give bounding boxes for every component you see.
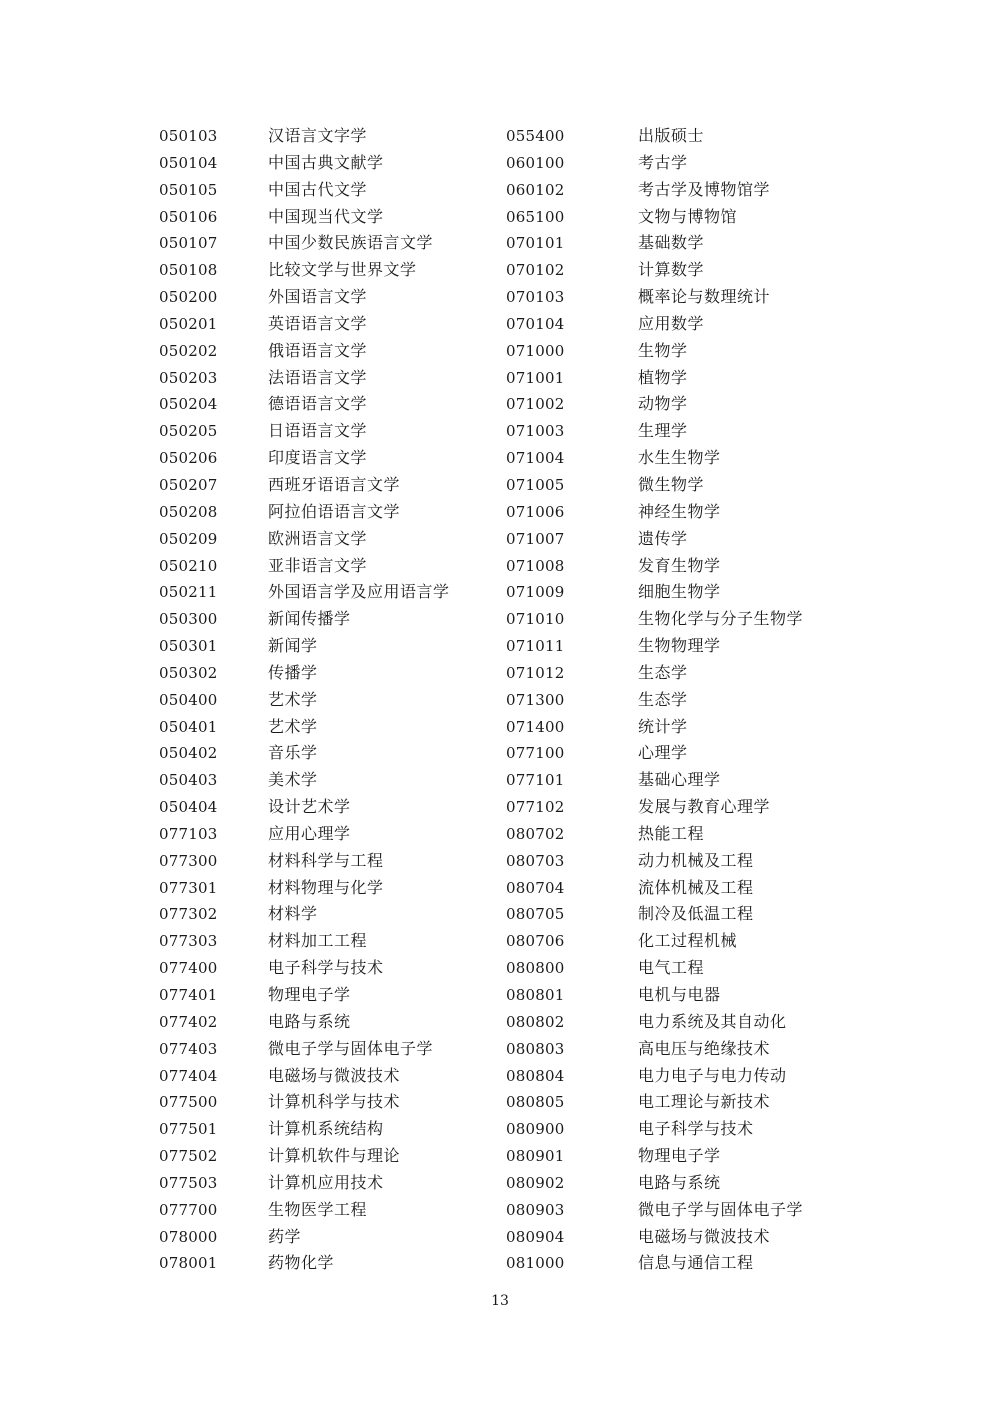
table-row xyxy=(0,982,1000,1009)
right-name: 化工过程机械 xyxy=(638,931,738,951)
right-name: 流体机械及工程 xyxy=(638,877,754,897)
table-row xyxy=(0,472,1000,499)
right-name: 电力电子与电力传动 xyxy=(638,1065,787,1085)
table-row xyxy=(0,1197,1000,1224)
left-code: 050210 xyxy=(159,556,218,575)
left-name: 物理电子学 xyxy=(268,985,351,1004)
right-name: 发展与教育心理学 xyxy=(638,797,771,817)
right-code: 077102 xyxy=(506,798,565,817)
left-name: 材料物理与化学 xyxy=(268,877,384,897)
left-code: 050200 xyxy=(159,288,218,307)
right-code: 060102 xyxy=(506,180,565,199)
right-name: 信息与通信工程 xyxy=(638,1253,754,1273)
right-name: 考古学 xyxy=(638,152,688,172)
right-code: 071005 xyxy=(506,475,565,494)
left-code: 050204 xyxy=(159,395,218,414)
table-row xyxy=(0,230,1000,257)
left-name: 日语语言文学 xyxy=(268,421,368,441)
right-name: 制冷及低温工程 xyxy=(638,904,754,924)
left-name: 外国语言文学 xyxy=(268,287,368,307)
left-name: 俄语语言文学 xyxy=(268,340,368,360)
right-code: 080801 xyxy=(506,986,565,1004)
left-code: 050404 xyxy=(159,798,218,817)
right-name: 电子科学与技术 xyxy=(638,1119,754,1139)
right-name: 电力系统及其自动化 xyxy=(638,1011,787,1031)
left-name: 药学 xyxy=(268,1226,302,1246)
left-name: 新闻传播学 xyxy=(268,609,351,629)
right-name: 电气工程 xyxy=(638,958,705,978)
right-code: 080904 xyxy=(506,1227,565,1246)
left-name: 计算机系统结构 xyxy=(268,1119,384,1139)
left-name: 计算机科学与技术 xyxy=(268,1092,401,1112)
left-name: 中国现当代文学 xyxy=(268,206,384,226)
right-name: 神经生物学 xyxy=(638,501,721,521)
left-name: 设计艺术学 xyxy=(268,797,351,817)
left-code: 077404 xyxy=(159,1066,218,1085)
right-code: 071011 xyxy=(506,637,565,656)
table-row xyxy=(0,1036,1000,1063)
left-name: 材料学 xyxy=(268,904,318,924)
right-code: 077101 xyxy=(506,771,565,790)
right-code: 077100 xyxy=(506,744,565,763)
left-name: 电磁场与微波技术 xyxy=(268,1065,401,1085)
right-code: 071004 xyxy=(506,449,565,468)
left-code: 078001 xyxy=(159,1254,218,1273)
right-name: 物理电子学 xyxy=(638,1146,721,1166)
right-name: 出版硕士 xyxy=(638,126,705,145)
right-name: 生理学 xyxy=(638,421,688,441)
left-code: 050402 xyxy=(159,744,218,763)
right-code: 080901 xyxy=(506,1147,565,1166)
right-name: 动力机械及工程 xyxy=(638,850,754,870)
right-name: 动物学 xyxy=(638,394,688,414)
left-code: 077401 xyxy=(159,986,218,1004)
table-row xyxy=(0,445,1000,472)
left-name: 中国古代文学 xyxy=(268,179,368,199)
right-code: 070101 xyxy=(506,234,565,253)
left-name: 西班牙语语言文学 xyxy=(268,474,401,494)
left-name: 汉语言文字学 xyxy=(268,126,368,145)
table-row xyxy=(0,150,1000,177)
right-code: 080802 xyxy=(506,1012,565,1031)
left-name: 音乐学 xyxy=(268,743,318,763)
table-row xyxy=(0,1170,1000,1197)
left-name: 印度语言文学 xyxy=(268,448,368,468)
right-name: 电磁场与微波技术 xyxy=(638,1226,771,1246)
table-row xyxy=(0,1116,1000,1143)
table-row xyxy=(0,740,1000,767)
right-code: 071008 xyxy=(506,556,565,575)
table-row xyxy=(0,365,1000,392)
table-row xyxy=(0,606,1000,633)
left-code: 077502 xyxy=(159,1147,218,1166)
right-code: 071009 xyxy=(506,583,565,602)
right-name: 遗传学 xyxy=(638,528,688,548)
right-code: 071006 xyxy=(506,502,565,521)
left-code: 077500 xyxy=(159,1093,218,1112)
left-name: 艺术学 xyxy=(268,716,318,736)
table-row xyxy=(0,123,1000,150)
right-name: 基础心理学 xyxy=(638,770,721,790)
right-code: 060100 xyxy=(506,153,565,172)
left-code: 050208 xyxy=(159,502,218,521)
table-row xyxy=(0,714,1000,741)
left-name: 传播学 xyxy=(268,662,318,682)
left-code: 050300 xyxy=(159,610,218,629)
left-code: 050105 xyxy=(159,180,218,199)
right-name: 生态学 xyxy=(638,689,688,709)
right-code: 071001 xyxy=(506,368,565,387)
table-row xyxy=(0,553,1000,580)
right-name: 细胞生物学 xyxy=(638,582,721,602)
right-name: 电工理论与新技术 xyxy=(638,1092,771,1112)
left-code: 050403 xyxy=(159,771,218,790)
table-row xyxy=(0,311,1000,338)
discipline-code-list xyxy=(0,123,1000,1277)
left-name: 材料加工工程 xyxy=(268,931,368,951)
left-name: 电路与系统 xyxy=(268,1011,351,1031)
left-code: 050400 xyxy=(159,690,218,709)
right-code: 071000 xyxy=(506,341,565,360)
right-code: 080805 xyxy=(506,1093,565,1112)
right-code: 080702 xyxy=(506,824,565,843)
table-row xyxy=(0,767,1000,794)
table-row xyxy=(0,257,1000,284)
right-code: 071010 xyxy=(506,610,565,629)
table-row xyxy=(0,687,1000,714)
right-code: 080705 xyxy=(506,905,565,924)
left-name: 外国语言学及应用语言学 xyxy=(268,582,450,602)
left-code: 050107 xyxy=(159,234,218,253)
right-name: 统计学 xyxy=(638,716,688,736)
left-name: 电子科学与技术 xyxy=(268,958,384,978)
left-code: 077400 xyxy=(159,959,218,978)
left-code: 050201 xyxy=(159,314,218,333)
table-row xyxy=(0,1089,1000,1116)
table-row xyxy=(0,204,1000,231)
right-code: 081000 xyxy=(506,1254,565,1273)
right-name: 计算数学 xyxy=(638,260,705,280)
right-name: 生物物理学 xyxy=(638,636,721,656)
right-code: 080903 xyxy=(506,1200,565,1219)
page-number: 13 xyxy=(491,1293,509,1309)
left-code: 050205 xyxy=(159,422,218,441)
left-code: 050206 xyxy=(159,449,218,468)
right-code: 070103 xyxy=(506,288,565,307)
right-name: 水生生物学 xyxy=(638,448,721,468)
left-code: 050103 xyxy=(159,127,218,145)
left-code: 077303 xyxy=(159,932,218,951)
right-code: 080800 xyxy=(506,959,565,978)
right-code: 070104 xyxy=(506,314,565,333)
table-row xyxy=(0,418,1000,445)
left-name: 欧洲语言文学 xyxy=(268,528,368,548)
table-row xyxy=(0,821,1000,848)
right-code: 080902 xyxy=(506,1173,565,1192)
table-row xyxy=(0,1063,1000,1090)
left-code: 077300 xyxy=(159,851,218,870)
table-row xyxy=(0,579,1000,606)
right-code: 071012 xyxy=(506,663,565,682)
left-code: 077501 xyxy=(159,1120,218,1139)
table-row xyxy=(0,338,1000,365)
right-code: 071002 xyxy=(506,395,565,414)
right-name: 植物学 xyxy=(638,367,688,387)
left-code: 077103 xyxy=(159,824,218,843)
left-name: 材料科学与工程 xyxy=(268,850,384,870)
right-name: 考古学及博物馆学 xyxy=(638,179,771,199)
left-name: 英语语言文学 xyxy=(268,313,368,333)
left-code: 050302 xyxy=(159,663,218,682)
left-name: 新闻学 xyxy=(268,636,318,656)
table-row xyxy=(0,875,1000,902)
right-code: 080703 xyxy=(506,851,565,870)
left-code: 050301 xyxy=(159,637,218,656)
left-name: 计算机软件与理论 xyxy=(268,1146,401,1166)
table-row xyxy=(0,794,1000,821)
right-name: 高电压与绝缘技术 xyxy=(638,1038,771,1058)
left-code: 050207 xyxy=(159,475,218,494)
right-name: 微电子学与固体电子学 xyxy=(638,1199,804,1219)
right-code: 080900 xyxy=(506,1120,565,1139)
table-row xyxy=(0,928,1000,955)
left-name: 中国古典文献学 xyxy=(268,152,384,172)
right-code: 080804 xyxy=(506,1066,565,1085)
right-code: 071400 xyxy=(506,717,565,736)
left-code: 050106 xyxy=(159,207,218,226)
left-code: 050104 xyxy=(159,153,218,172)
right-name: 应用数学 xyxy=(638,313,705,333)
right-name: 热能工程 xyxy=(638,823,705,843)
left-code: 050108 xyxy=(159,261,218,280)
left-name: 法语语言文学 xyxy=(268,367,368,387)
right-name: 概率论与数理统计 xyxy=(638,287,771,307)
left-code: 078000 xyxy=(159,1227,218,1246)
right-code: 071300 xyxy=(506,690,565,709)
right-code: 071007 xyxy=(506,529,565,548)
left-name: 比较文学与世界文学 xyxy=(268,260,417,280)
right-name: 生物学 xyxy=(638,340,688,360)
right-code: 080803 xyxy=(506,1039,565,1058)
table-row xyxy=(0,391,1000,418)
right-name: 微生物学 xyxy=(638,474,705,494)
right-name: 文物与博物馆 xyxy=(638,206,738,226)
left-code: 077301 xyxy=(159,878,218,897)
right-name: 发育生物学 xyxy=(638,555,721,575)
table-row xyxy=(0,284,1000,311)
left-code: 050202 xyxy=(159,341,218,360)
right-name: 电路与系统 xyxy=(638,1172,721,1192)
right-name: 基础数学 xyxy=(638,233,705,253)
right-code: 071003 xyxy=(506,422,565,441)
left-code: 077302 xyxy=(159,905,218,924)
left-name: 阿拉伯语语言文学 xyxy=(268,501,401,521)
right-name: 生态学 xyxy=(638,662,688,682)
table-row xyxy=(0,1250,1000,1277)
left-name: 应用心理学 xyxy=(268,823,351,843)
left-name: 德语语言文学 xyxy=(268,394,368,414)
left-code: 050401 xyxy=(159,717,218,736)
table-row xyxy=(0,526,1000,553)
left-code: 077503 xyxy=(159,1173,218,1192)
left-name: 中国少数民族语言文学 xyxy=(268,233,434,253)
right-code: 065100 xyxy=(506,207,565,226)
left-name: 微电子学与固体电子学 xyxy=(268,1038,434,1058)
right-code: 080706 xyxy=(506,932,565,951)
table-row xyxy=(0,1143,1000,1170)
left-name: 药物化学 xyxy=(268,1253,335,1273)
right-name: 电机与电器 xyxy=(638,985,721,1004)
left-name: 计算机应用技术 xyxy=(268,1172,384,1192)
table-row xyxy=(0,633,1000,660)
right-code: 055400 xyxy=(506,127,565,145)
left-code: 077403 xyxy=(159,1039,218,1058)
left-code: 050211 xyxy=(159,583,218,602)
left-name: 生物医学工程 xyxy=(268,1199,368,1219)
right-name: 生物化学与分子生物学 xyxy=(638,609,804,629)
left-code: 077700 xyxy=(159,1200,218,1219)
left-name: 亚非语言文学 xyxy=(268,555,368,575)
right-code: 080704 xyxy=(506,878,565,897)
left-code: 050209 xyxy=(159,529,218,548)
left-name: 艺术学 xyxy=(268,689,318,709)
right-name: 心理学 xyxy=(638,743,688,763)
left-code: 050203 xyxy=(159,368,218,387)
right-code: 070102 xyxy=(506,261,565,280)
table-row xyxy=(0,1009,1000,1036)
left-name: 美术学 xyxy=(268,770,318,790)
table-row xyxy=(0,955,1000,982)
table-row xyxy=(0,901,1000,928)
left-code: 077402 xyxy=(159,1012,218,1031)
table-row xyxy=(0,499,1000,526)
table-row xyxy=(0,660,1000,687)
table-row xyxy=(0,1224,1000,1251)
table-row xyxy=(0,848,1000,875)
table-row xyxy=(0,177,1000,204)
